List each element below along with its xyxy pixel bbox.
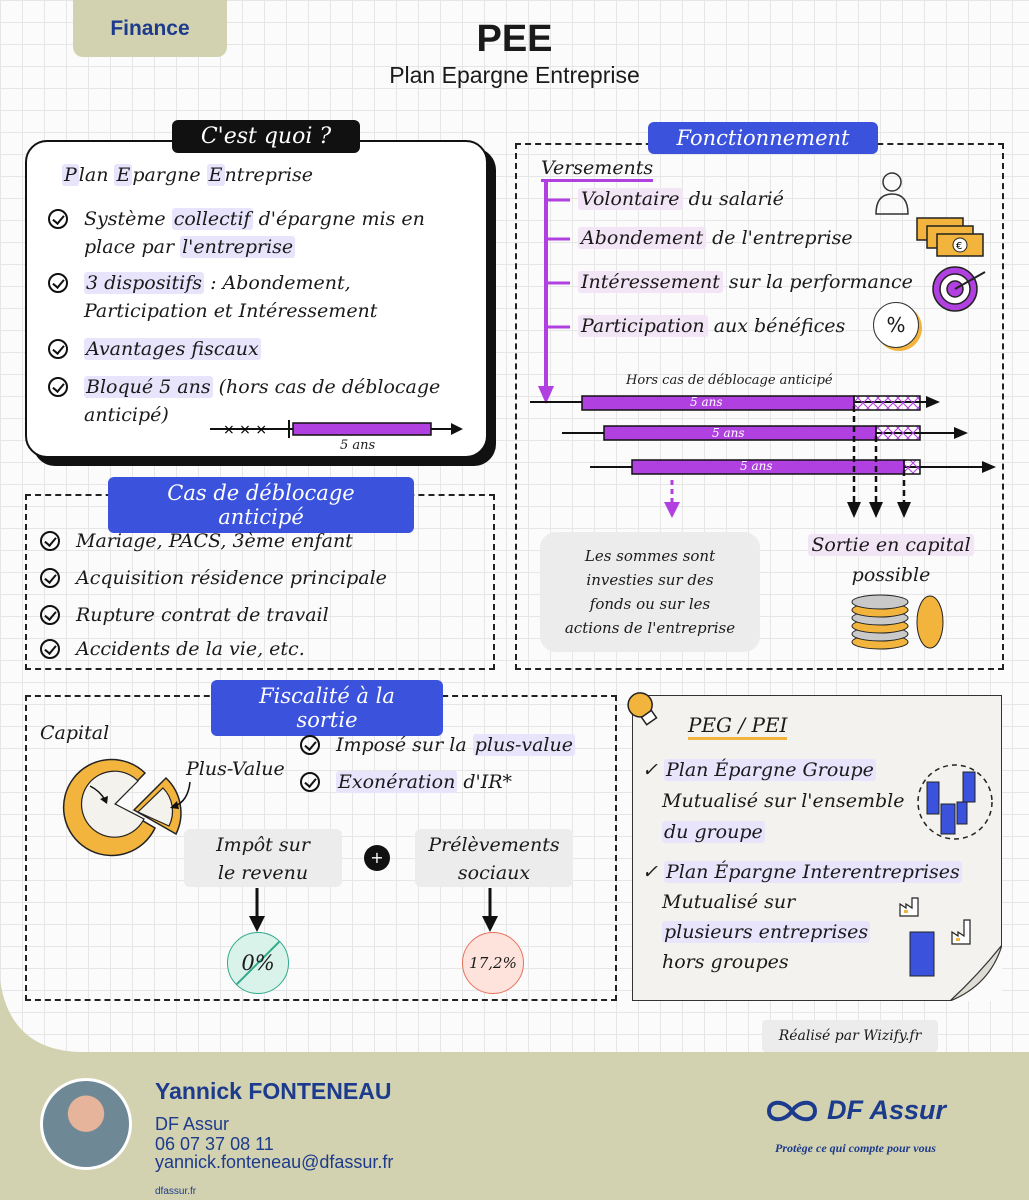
list-item: Imposé sur la plus-value [300, 731, 575, 759]
capital-pie-icon [60, 746, 200, 866]
peg-inter: ✓ Plan Épargne Interentreprises Mutualisé sur plusieurs entreprises hors groupes [642, 861, 960, 973]
list-item: Rupture contrat de travail [40, 601, 480, 629]
coins-icon [848, 592, 950, 654]
person-icon [872, 170, 912, 218]
impot-rate-badge: 0% [227, 932, 289, 994]
list-item: Système collectif d'épargne mis en place par l'entreprise [48, 205, 468, 261]
check-icon [40, 568, 60, 588]
page-title: PEE [476, 18, 553, 60]
versements-arrow [530, 178, 570, 410]
contact-email[interactable]: yannick.fonteneau@dfassur.fr [155, 1152, 394, 1172]
list-item: Mariage, PACS, 3ème enfant [40, 527, 480, 555]
svg-text:× × ×: × × × [223, 422, 268, 438]
check-icon [48, 339, 68, 359]
company-slogan: Protège ce qui compte pour vous [775, 1141, 936, 1155]
check-icon: ✓ [642, 759, 658, 781]
prelev-rate-badge: 17,2% [462, 932, 524, 994]
factories-icon [896, 890, 986, 980]
hors-cas-label: Hors cas de déblocage anticipé [626, 373, 833, 388]
fiscalite-list [300, 731, 575, 796]
contact-company: DF Assur [155, 1114, 230, 1134]
check-icon [48, 377, 68, 397]
bar-label: 5 ans [690, 395, 723, 409]
peg-heading: PEG / PEI [688, 713, 787, 740]
check-icon [40, 605, 60, 625]
percent-icon: % [873, 302, 919, 348]
check-icon [300, 772, 320, 792]
fiscalite-arrows [240, 886, 540, 938]
svg-text:€: € [956, 241, 963, 252]
sortie-capital: Sortie en capital possible [802, 530, 980, 590]
cest-quoi-list [48, 205, 468, 429]
buildings-group-icon [915, 762, 995, 842]
sommes-note: Les sommes sont investies sur des fonds ou sur les actions de l'entreprise [540, 532, 760, 652]
bar-label: 5 ans [740, 459, 773, 473]
down-arrows [650, 404, 930, 522]
versement-row: Participation aux bénéfices [578, 315, 845, 337]
fiscalite-heading: Fiscalité à la sortie [211, 680, 443, 736]
banknotes-icon [915, 216, 987, 260]
prelevements-pill: Prélèvements sociaux [415, 829, 573, 887]
check-icon [40, 531, 60, 551]
check-icon [40, 639, 60, 659]
peg-groupe: ✓ Plan Épargne Groupe Mutualisé sur l'ensemble du groupe [642, 759, 905, 843]
plus-value-label: Plus-Value [186, 758, 285, 780]
check-icon: ✓ [642, 861, 658, 883]
list-item: Exonération d'IR* [300, 768, 575, 796]
list-item: Avantages fiscaux [48, 335, 468, 363]
capital-label: Capital [40, 722, 110, 744]
footer-site-link[interactable]: dfassur.fr [155, 1186, 197, 1197]
check-icon [48, 273, 68, 293]
fonctionnement-heading: Fonctionnement [648, 122, 878, 154]
plus-icon: + [364, 845, 390, 871]
infinity-logo-icon [765, 1096, 819, 1126]
list-item: Accidents de la vie, etc. [40, 635, 480, 663]
cest-quoi-heading: C'est quoi ? [172, 120, 360, 153]
credit-badge[interactable]: Réalisé par Wizify.fr [762, 1020, 938, 1052]
list-item: 3 dispositifs : Abondement, Participation et Intéressement [48, 269, 468, 325]
list-item: Bloqué 5 ans (hors cas de déblocage anticipé) [48, 373, 468, 429]
list-item: Acquisition résidence principale [40, 564, 480, 592]
category-tag: Finance [73, 0, 227, 57]
deblocage-list [40, 527, 480, 663]
contact-phone[interactable]: 06 07 37 08 11 [155, 1134, 274, 1154]
page-subtitle: Plan Epargne Entreprise [389, 62, 640, 88]
avatar [40, 1078, 132, 1170]
versement-row: Intéressement sur la performance [578, 271, 913, 293]
target-icon [930, 264, 988, 314]
lightbulb-icon [620, 686, 666, 732]
impot-pill: Impôt sur le revenu [184, 829, 342, 887]
company-logo: DF Assur [765, 1095, 946, 1126]
versements-label: Versements [541, 157, 653, 182]
contact-name: Yannick FONTENEAU [155, 1078, 392, 1104]
deblocage-heading: Cas de déblocage anticipé [108, 477, 414, 533]
versement-row: Volontaire du salarié [578, 188, 784, 210]
bar-label: 5 ans [712, 426, 745, 440]
acronym-line: P lan E pargne E ntreprise [64, 164, 314, 186]
check-icon [48, 209, 68, 229]
check-icon [300, 735, 320, 755]
versement-row: Abondement de l'entreprise [578, 227, 853, 249]
timeline-label: 5 ans [340, 438, 376, 453]
